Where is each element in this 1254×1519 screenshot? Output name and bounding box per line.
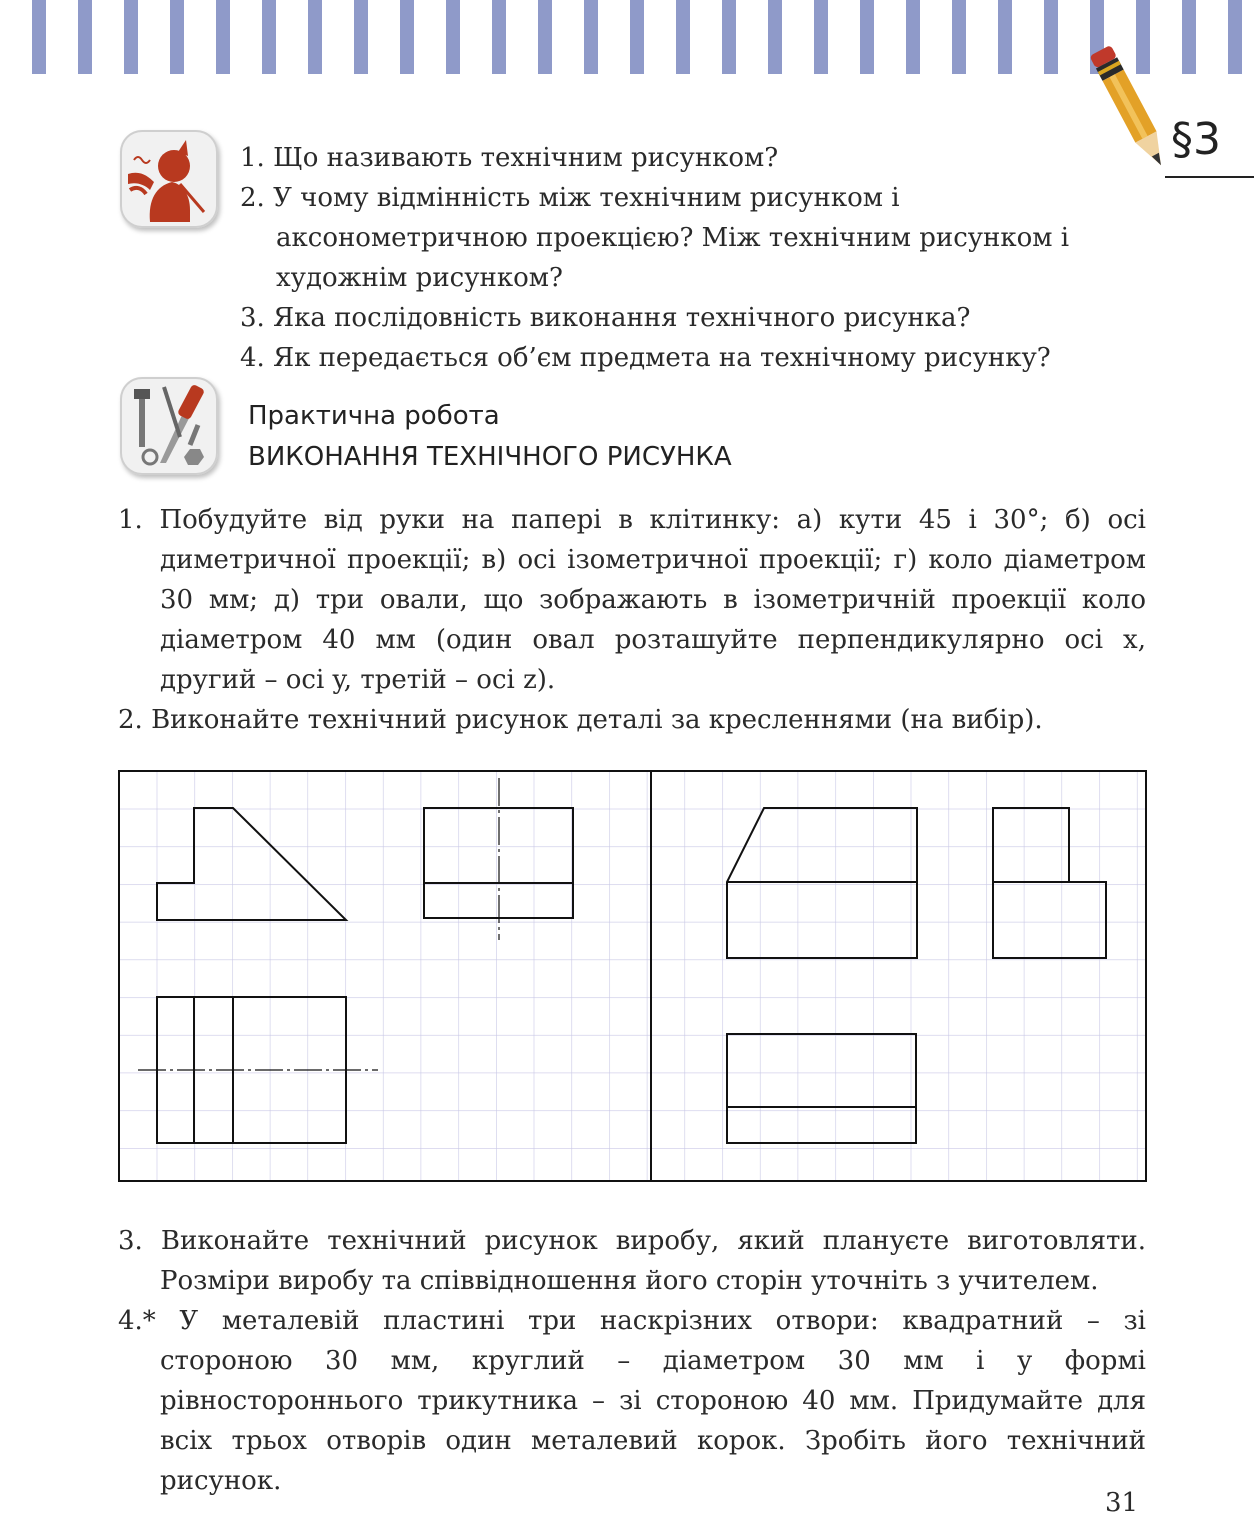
practical-work-title: ВИКОНАННЯ ТЕХНІЧНОГО РИСУНКА: [248, 442, 732, 472]
task-item: 1. Побудуйте від руки на папері в клітинку: а) кути 45 і 30°; б) осі диметричної проекції; в) осі ізометричної проекції; г) коло діаметром 30 мм; д) три овали, що зображають в ізометричній проекції коло діаметром 40 мм (один овал розташуйте перпендикулярно осі x, другий – осі y, третій – осі z).: [118, 505, 1146, 695]
practical-work-label: Практична робота: [248, 401, 500, 431]
question-item: 4. Як передається об’єм предмета на технічному рисунку?: [240, 343, 1051, 373]
task-item: 2. Виконайте технічний рисунок деталі за кресленнями (на вибір).: [118, 705, 1043, 735]
task-item: 3. Виконайте технічний рисунок виробу, який плануєте виготовляти. Розміри виробу та співвідношення його сторін уточніть з учителем.: [118, 1226, 1146, 1296]
question-item: 3. Яка послідовність виконання технічного рисунка?: [240, 303, 971, 333]
question-item: 2. У чому відмінність між технічним рисунком і аксонометричною проекцією? Між технічним рисунком і художнім рисунком?: [240, 183, 1070, 293]
tasks-list-bottom: [118, 1221, 1146, 1501]
tasks-list-top: [118, 500, 1146, 740]
thinker-icon: [120, 130, 218, 228]
task-item: 4.* У металевій пластині три наскрізних отвори: квадратний – зі стороною 30 мм, круглий – діаметром 30 мм і у формі рівностороннього трикутника – зі стороною 40 мм. Придумайте для всіх трьох отворів один металевий корок. Зробіть його технічний рисунок.: [118, 1306, 1146, 1496]
page-number: 31: [1105, 1488, 1139, 1518]
practical-work-heading: [248, 396, 732, 478]
tools-icon: [120, 377, 218, 475]
top-stripe-border: [0, 0, 1254, 74]
grid-drawings-figure: [118, 770, 1148, 1184]
questions-list: [240, 138, 1145, 378]
question-item: 1. Що називають технічним рисунком?: [240, 143, 779, 173]
section-label: §3: [1165, 108, 1254, 178]
